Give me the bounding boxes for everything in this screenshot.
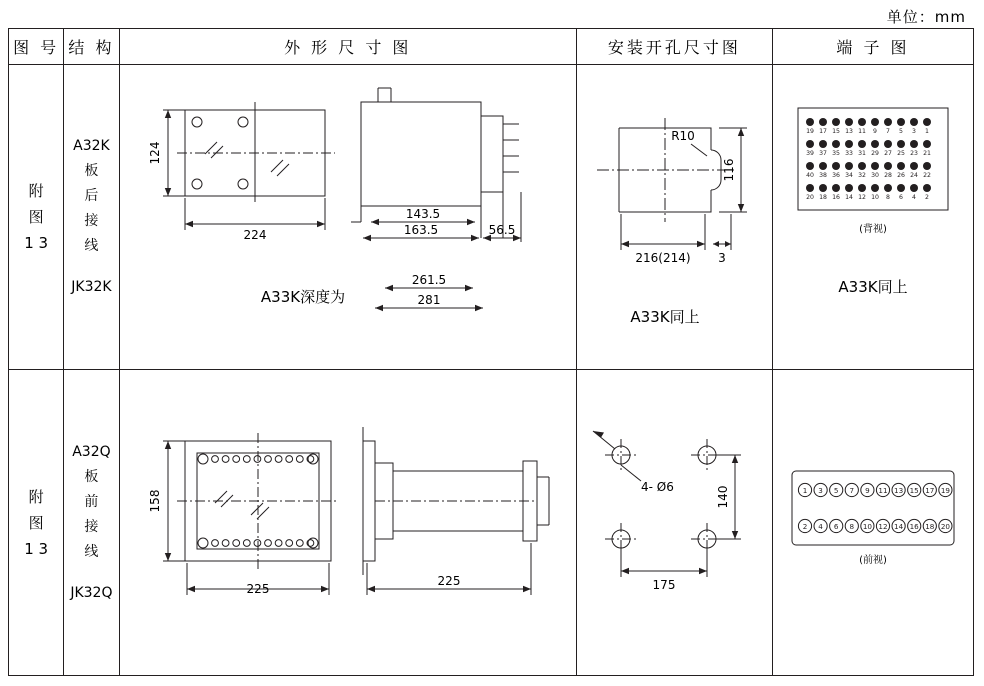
terminal-number: 17 (925, 485, 935, 495)
terminal-number: 4 (818, 521, 823, 531)
terminal-view-label: (前视) (859, 554, 887, 566)
terminal-number: 3 (818, 485, 823, 495)
terminal-number: 9 (865, 485, 870, 495)
terminal-drawing-cell-2 (772, 370, 973, 676)
terminal-number: 37 (819, 149, 827, 157)
structure-line: 板 (84, 162, 99, 179)
terminal-number: 17 (819, 127, 827, 135)
terminal-dot (884, 140, 892, 148)
terminal-number: 6 (833, 521, 839, 531)
terminal-dot (858, 162, 866, 170)
structure-line: A32K (73, 137, 110, 154)
screw-hole (254, 455, 261, 462)
dim-width-175: 175 (652, 577, 676, 592)
terminal-number: 30 (871, 171, 879, 179)
terminal-number: 34 (845, 171, 853, 179)
structure-line: JK32K (71, 278, 112, 295)
terminal-number: 26 (897, 171, 905, 179)
terminal-number: 29 (871, 149, 879, 157)
fig-no-line: 1 3 (24, 233, 49, 252)
terminal-dot (884, 184, 892, 192)
terminal-dot (923, 184, 931, 192)
terminal-dot (832, 162, 840, 170)
terminal-dot (819, 162, 827, 170)
header-structure: 结 构 (64, 29, 119, 65)
terminal-number: 18 (925, 521, 935, 531)
dim-height-124: 124 (147, 141, 162, 165)
fig-no-cell-2 (9, 370, 64, 676)
header-outline: 外 形 尺 寸 图 (119, 29, 576, 65)
terminal-number: 31 (858, 149, 866, 157)
dim-r10: R10 (671, 128, 696, 143)
terminal-dot (832, 140, 840, 148)
dim-163-5: 163.5 (403, 222, 438, 237)
screw-hole (264, 455, 271, 462)
terminal-number: 38 (819, 171, 827, 179)
terminal-number: 23 (910, 149, 918, 157)
screw-hole (275, 455, 282, 462)
terminal-dot (897, 162, 905, 170)
terminal-dot (806, 162, 814, 170)
fig-no-line: 附 (28, 487, 44, 506)
terminal-number: 19 (806, 127, 814, 135)
terminal-number: 25 (897, 149, 905, 157)
table-row (9, 370, 974, 676)
structure-line: 线 (84, 237, 99, 254)
outline-drawing-cell-2 (119, 370, 576, 676)
terminal-number: 4 (912, 193, 916, 201)
screw-hole (254, 539, 261, 546)
screw-hole (222, 539, 229, 546)
table-header-row (9, 29, 974, 65)
terminal-dot (806, 118, 814, 126)
terminal-number: 12 (878, 521, 888, 531)
terminal-dot (884, 162, 892, 170)
screw-hole (296, 539, 303, 546)
terminal-dot (884, 118, 892, 126)
terminal-number: 13 (893, 485, 904, 495)
terminal-dot (845, 162, 853, 170)
fig-no-line: 图 (28, 207, 44, 226)
screw-hole (296, 455, 303, 462)
terminal-number: 2 (802, 521, 808, 531)
dim-height-140: 140 (716, 485, 731, 509)
terminal-number: 21 (923, 149, 931, 157)
terminal-number: 20 (940, 521, 950, 531)
terminal-dot (910, 184, 918, 192)
cutout-drawing-cell-2 (576, 370, 772, 676)
terminal-number: 13 (845, 127, 853, 135)
terminal-number: 16 (909, 521, 919, 531)
fig-no-line: 图 (28, 513, 44, 532)
unit-label: 单位：mm (886, 8, 966, 26)
terminal-dot (858, 118, 866, 126)
terminal-number: 39 (806, 149, 814, 157)
terminal-number: 6 (899, 193, 903, 201)
terminal-dot (897, 118, 905, 126)
terminal-dot (832, 118, 840, 126)
terminal-number: 2 (925, 193, 929, 201)
terminal-number: 16 (832, 193, 840, 201)
dim-width-224: 224 (243, 227, 267, 242)
terminal-dot (806, 140, 814, 148)
terminal-number: 14 (845, 193, 853, 201)
dim-261-5: 261.5 (411, 272, 446, 287)
terminal-note: A33K同上 (838, 277, 908, 296)
terminal-dot (858, 140, 866, 148)
dim-281: 281 (417, 292, 441, 307)
screw-hole (243, 455, 250, 462)
terminal-number: 14 (893, 521, 904, 531)
terminal-number: 35 (832, 149, 840, 157)
terminal-number: 5 (899, 127, 903, 135)
terminal-number: 40 (806, 171, 814, 179)
terminal-dot (858, 184, 866, 192)
structure-line: A32Q (72, 443, 111, 460)
dim-143-5: 143.5 (405, 206, 440, 221)
terminal-number: 10 (862, 521, 872, 531)
terminal-number: 33 (845, 149, 853, 157)
depth-note-label: A33K深度为 (260, 287, 345, 306)
terminal-number: 24 (910, 171, 918, 179)
terminal-dot (897, 140, 905, 148)
screw-hole (233, 455, 240, 462)
terminal-dot (819, 140, 827, 148)
header-terminal: 端 子 图 (772, 29, 973, 65)
screw-hole (233, 539, 240, 546)
terminal-dot (910, 162, 918, 170)
terminal-dot (923, 118, 931, 126)
terminal-dot (897, 184, 905, 192)
structure-line: 线 (84, 543, 99, 560)
terminal-number: 1 (925, 127, 929, 135)
structure-line: 接 (84, 212, 99, 229)
terminal-dot (871, 184, 879, 192)
structure-line: 后 (84, 187, 99, 204)
structure-line: 前 (84, 493, 99, 510)
header-fig-no: 图 号 (9, 29, 64, 65)
terminal-dot (845, 118, 853, 126)
structure-line: 板 (84, 468, 99, 485)
terminal-dot (910, 140, 918, 148)
terminal-number: 18 (819, 193, 827, 201)
dim-depth-225: 225 (437, 573, 461, 588)
structure-cell-1 (64, 64, 119, 370)
terminal-dot (923, 140, 931, 148)
dim-width-225: 225 (246, 581, 270, 596)
screw-hole (222, 455, 229, 462)
terminal-number: 8 (849, 521, 855, 531)
terminal-number: 1 (802, 485, 808, 495)
terminal-drawing-cell-1 (772, 64, 973, 370)
outline-drawing-cell-1 (119, 64, 576, 370)
terminal-number: 9 (873, 127, 877, 135)
table-row (9, 64, 974, 370)
terminal-dot (910, 118, 918, 126)
screw-hole (243, 539, 250, 546)
terminal-number: 8 (886, 193, 890, 201)
terminal-number: 22 (923, 171, 931, 179)
terminal-number: 5 (833, 485, 839, 495)
terminal-number: 11 (878, 485, 888, 495)
header-cutout: 安装开孔尺寸图 (576, 29, 772, 65)
terminal-dot (923, 162, 931, 170)
terminal-dot (819, 184, 827, 192)
dim-56-5: 56.5 (488, 222, 516, 237)
screw-hole (211, 539, 218, 546)
terminal-number: 32 (858, 171, 866, 179)
screw-hole (275, 539, 282, 546)
terminal-number: 10 (871, 193, 879, 201)
fig-no-cell-1 (9, 64, 64, 370)
dim-height-116: 116 (722, 158, 737, 182)
terminal-number: 3 (912, 127, 916, 135)
terminal-dot (871, 118, 879, 126)
terminal-dot (845, 140, 853, 148)
terminal-number: 11 (858, 127, 866, 135)
cutout-drawing-cell-1 (576, 64, 772, 370)
screw-hole (286, 539, 293, 546)
terminal-view-label: (背视) (859, 223, 887, 235)
structure-line: JK32Q (70, 584, 113, 601)
structure-line: 接 (84, 518, 99, 535)
terminal-number: 27 (884, 149, 892, 157)
specification-table (8, 28, 974, 676)
cutout-note: A33K同上 (630, 307, 701, 326)
terminal-dot (871, 140, 879, 148)
structure-cell-2 (64, 370, 119, 676)
dim-width-216: 216(214) (635, 250, 692, 265)
terminal-number: 20 (806, 193, 814, 201)
terminal-number: 15 (909, 485, 919, 495)
terminal-dot (871, 162, 879, 170)
terminal-dot (845, 184, 853, 192)
terminal-number: 15 (832, 127, 840, 135)
terminal-number: 7 (886, 127, 890, 135)
screw-hole (264, 539, 271, 546)
dim-height-158: 158 (147, 489, 162, 513)
fig-no-line: 附 (28, 181, 44, 200)
screw-hole (211, 455, 218, 462)
terminal-dot (806, 184, 814, 192)
fig-no-line: 1 3 (24, 539, 49, 558)
terminal-number: 36 (832, 171, 840, 179)
dim-thickness-3: 3 (718, 250, 727, 265)
terminal-number: 19 (940, 485, 950, 495)
terminal-dot (832, 184, 840, 192)
terminal-number: 12 (858, 193, 866, 201)
terminal-dot (819, 118, 827, 126)
terminal-number: 28 (884, 171, 892, 179)
hole-label: 4- Ø6 (641, 479, 675, 494)
terminal-number: 7 (849, 485, 855, 495)
screw-hole (286, 455, 293, 462)
